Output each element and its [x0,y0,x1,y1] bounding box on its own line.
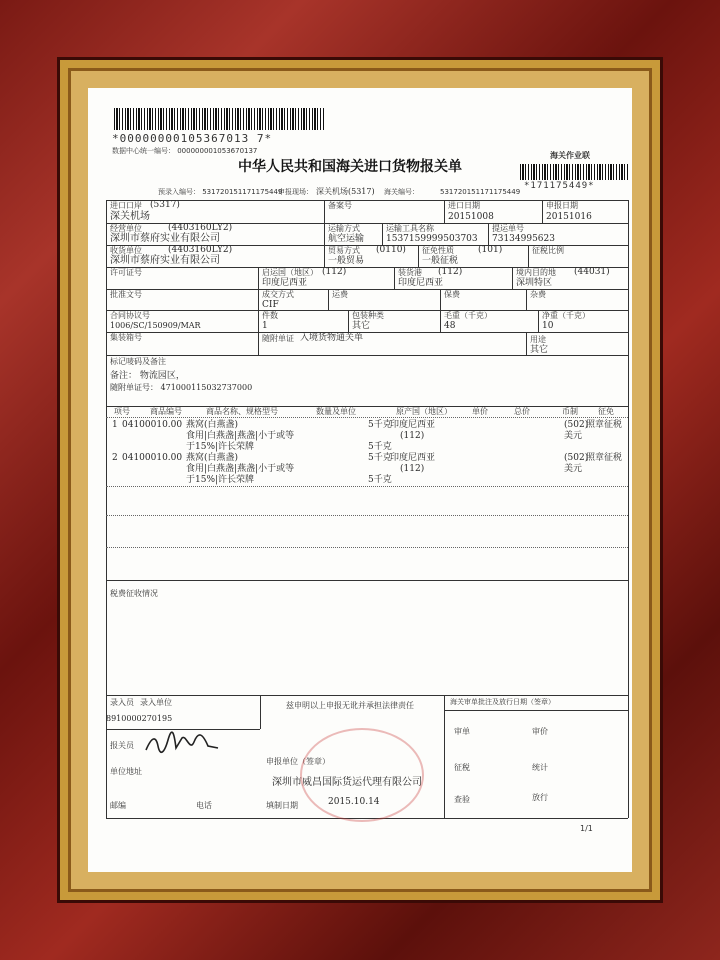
top-barcode [114,108,324,130]
origin-country: 印度尼西亚 [262,278,308,288]
container-label: 集装箱号 [110,333,142,342]
approval-no-label: 批准文号 [110,290,142,299]
bill-of-lading-label: 提运单号 [492,224,524,233]
goods-header-total: 总价 [514,407,530,416]
bill-of-lading: 73134995623 [492,234,555,244]
goods-header-name: 商品名称、规格型号 [206,407,278,416]
trade-mode: 一般贸易 [328,256,365,266]
customs-declaration-document: *00000000105367013 7* 数据中心统一编号： 000000001053670137 海关作业联 *171175449* 中华人民共和国海关进口货物报关单 预录入编号： 531720151171175449 申报现场： 深关机场(5317) 海关编号： 531720151171175449 进口口岸 (5317) 深关机场 备案号 进口日期 20151008 申报日期 20151016 经营单位 (4403160LY2) 深圳市蔡府实业有限公司 运输方式 航空运输 运输工具名称 1537159999503703 提运单号 73134995623 收货单位 (4403160LY2) 深圳市蔡府实业有限公司 贸易方式 (0110) 一般贸易 征免性质 (101) 一般征税 征税比例 许可证号 启运国（地区） (112) 印度尼西亚 装货港 (112) 印度尼西亚 境内目的地 (44031) 深圳特区 批准文号 成交方式 CIF 运费 保费 杂费 合同协议号 1006/SC/150909/MAR 件数 1 包装种类 其它 毛重（千克） 48 净重（千克） 10 集装箱号 随附单证 入境货物通关单 用途 其它 标记唛码及备注 备注： 物流园区， 随附单证号： 471000115032737000 项号 商品编号 商品名称、规格型号 数量及单位 原产国（地区） 单价 总价 币制 征免 1 04100010.00 燕窝(白燕盏) 食用|白燕盏|燕盏|小于或等 于15%|许长荣牌 5千克 印度尼西亚 (112) 5千克 (502) 照章征税 美元 2 04100010.00 燕窝(白燕盏) 食用|白燕盏|燕盏|小于或等 于15%|许长荣牌 5千克 印度尼西亚 (112) 5千克 (502) 照章征税 美元 税费征收情况 录入员 录入单位 8910000270195 兹申明以上申报无讹并承担法律责任 海关审单批注及放行日期（签章） 报关员 单位地址 申报单位（签章） 深圳市威昌国际货运代理有限公司 邮编 电话 填制日期 2015.10.14 审单 审价 征税 统计 查验 放行 1/1 [88,88,632,872]
loading-port: 印度尼西亚 [398,278,444,288]
transport-label: 运输方式 [328,224,360,233]
declare-unit-label: 申报单位（签章） [266,757,330,766]
remarks-line-2: 随附单证号： 471000115032737000 [110,383,253,392]
gross-weight: 48 [444,321,456,331]
loading-port-label: 装货港 [398,268,422,277]
loading-port-code: (112) [438,267,463,277]
company-seal [300,728,424,822]
import-date-label: 进口日期 [448,201,480,210]
net-weight: 10 [542,321,554,331]
license-label: 许可证号 [110,268,142,277]
transport-mode: 航空运输 [328,234,365,244]
package-type: 其它 [352,321,371,331]
goods-header-levy: 征免 [598,407,614,416]
entry-clerk-label: 录入员 [110,698,134,707]
entry-number: 8910000270195 [106,714,173,723]
document-title: 中华人民共和国海关进口货物报关单 [238,159,462,175]
top-barcode-text: *00000000105367013 7* [112,132,273,145]
declare-unit-name: 深圳市威昌国际货运代理有限公司 [272,777,422,788]
customs-approval-title: 海关审单批注及放行日期（签章） [450,698,555,706]
levy-nature-label: 征免性质 [422,246,454,255]
deal-mode-label: 成交方式 [262,290,294,299]
import-date: 20151008 [448,212,494,222]
trade-label: 贸易方式 [328,246,360,255]
tax-ratio-label: 征税比例 [532,246,564,255]
customs-number: 531720151171175449 [440,188,521,196]
levy-code: (101) [478,245,503,255]
declare-date-label: 申报日期 [546,201,578,210]
trade-code: (0110) [376,245,406,255]
goods-header-no: 项号 [114,407,130,416]
destination-code: (44031) [574,267,610,277]
release-label: 放行 [532,793,548,802]
customs-copy-label: 海关作业联 [550,151,590,160]
goods-header-qty: 数量及单位 [316,407,356,416]
pieces: 1 [262,321,268,331]
insurance-label: 保费 [444,290,460,299]
unit-address-label: 单位地址 [110,767,142,776]
customs-number-label: 海关编号： [384,188,419,196]
declarer-label: 报关员 [110,741,134,750]
declare-site-label: 申报现场： [278,188,313,196]
origin-country-code: (112) [322,267,347,277]
entry-unit-label: 录入单位 [140,698,172,707]
audit-label: 审单 [454,727,470,736]
port-code: (5317) [150,200,180,210]
contract-label: 合同协议号 [110,311,150,320]
tax-levy-label: 征税 [454,763,470,772]
page-number: 1/1 [580,824,593,833]
zip-label: 邮编 [110,801,126,810]
port-label: 进口口岸 [110,201,142,210]
net-weight-label: 净重（千克） [542,311,590,320]
consignee-code: (4403160LY2) [168,245,233,255]
operator-label: 经营单位 [110,224,142,233]
remarks-line-1: 备注： 物流园区， [110,371,185,381]
attached-docs: 入境货物通关单 [300,333,364,343]
declarer-signature [142,728,222,758]
consignee-name: 深圳市蔡府实业有限公司 [110,255,220,266]
goods-header-origin: 原产国（地区） [396,407,452,416]
vessel-label: 运输工具名称 [386,224,434,233]
pieces-label: 件数 [262,311,278,320]
operator-code: (4403160LY2) [168,223,233,233]
consignee-label: 收货单位 [110,246,142,255]
goods-header-code: 商品编号 [150,407,182,416]
gross-weight-label: 毛重（千克） [444,311,492,320]
declare-site: 深关机场(5317) [316,187,375,196]
remarks-label: 标记唛码及备注 [110,357,166,366]
deal-mode: CIF [262,300,279,310]
misc-fee-label: 杂费 [530,290,546,299]
right-barcode-text: *171175449* [524,181,595,191]
package-label: 包装种类 [352,311,384,320]
fill-date: 2015.10.14 [328,797,380,807]
price-review-label: 审价 [532,727,548,736]
right-barcode [520,164,628,180]
inspection-label: 查验 [454,795,470,804]
goods-header-unit-price: 单价 [472,407,488,416]
goods-header-currency: 币制 [562,407,578,416]
destination-label: 境内目的地 [516,268,556,277]
data-center-number: 数据中心统一编号： 000000001053670137 [112,147,258,155]
freight-label: 运费 [332,290,348,299]
record-label: 备案号 [328,201,352,210]
statistics-label: 统计 [532,763,548,772]
origin-country-label: 启运国（地区） [262,268,318,277]
operator-name: 深圳市蔡府实业有限公司 [110,233,220,244]
declaration-statement: 兹申明以上申报无讹并承担法律责任 [286,701,414,710]
levy-nature: 一般征税 [422,256,459,266]
usage: 其它 [530,345,549,355]
fill-date-label: 填制日期 [266,801,298,810]
contract-number: 1006/SC/150909/MAR [110,321,201,330]
destination: 深圳特区 [516,278,553,288]
declare-date: 20151016 [546,212,592,222]
port-value: 深关机场 [110,211,150,222]
phone-label: 电话 [196,801,212,810]
attached-docs-label: 随附单证 [262,334,294,343]
usage-label: 用途 [530,335,546,344]
vessel-name: 1537159999503703 [386,234,478,244]
tax-section-label: 税费征收情况 [110,589,158,598]
pre-entry-number: 预录入编号： 531720151171175449 [158,188,283,196]
